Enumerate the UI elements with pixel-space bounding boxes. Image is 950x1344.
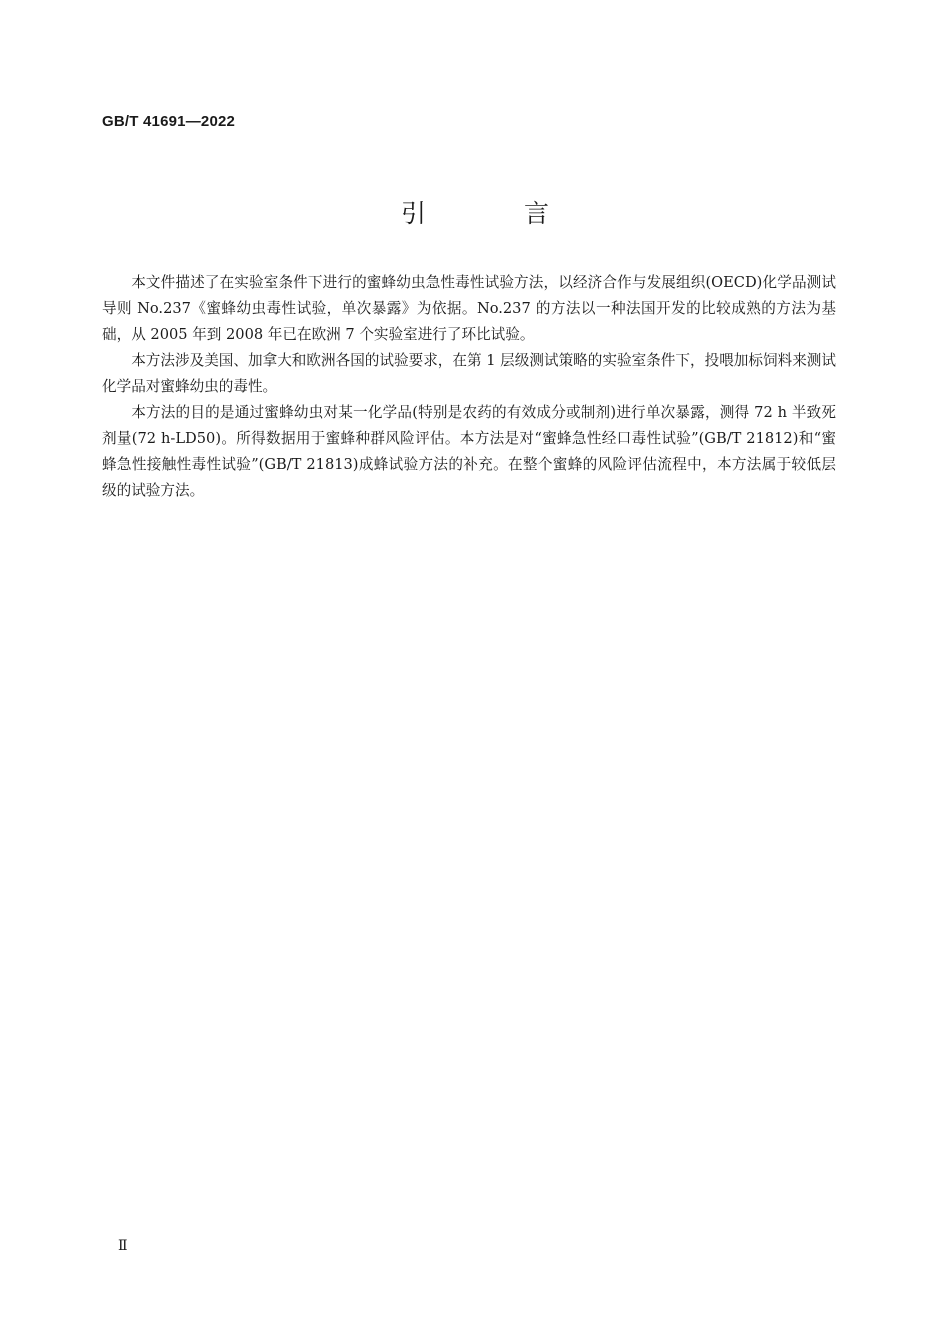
paragraph-2: 本方法涉及美国、加拿大和欧洲各国的试验要求，在第 1 层级测试策略的实验室条件下，投喂加标饲料来测试化学品对蜜蜂幼虫的毒性。	[102, 352, 836, 395]
introduction-body	[102, 270, 836, 504]
paragraph-3: 本方法的目的是通过蜜蜂幼虫对某一化学品(特别是农药的有效成分或制剂)进行单次暴露，测得 72 h 半致死剂量(72 h-LD50)。所得数据用于蜜蜂种群风险评估。本方法是对“蜜蜂急性经口毒性试验”(GB/T 21812)和“蜜蜂急性接触性毒性试验”(GB/T 21813)成蜂试验方法的补充。在整个蜜蜂的风险评估流程中，本方法属于较低层级的试验方法。	[102, 404, 836, 499]
standard-code: GB/T 41691—2022	[102, 113, 236, 130]
page-number: Ⅱ	[118, 1238, 128, 1254]
paragraph-1: 本文件描述了在实验室条件下进行的蜜蜂幼虫急性毒性试验方法，以经济合作与发展组织(OECD)化学品测试导则 No.237《蜜蜂幼虫毒性试验，单次暴露》为依据。No.237 的方法以一种法国开发的比较成熟的方法为基础，从 2005 年到 2008 年已在欧洲 7 个实验室进行了环比试验。	[102, 274, 836, 343]
page-title: 引 言	[401, 199, 594, 228]
